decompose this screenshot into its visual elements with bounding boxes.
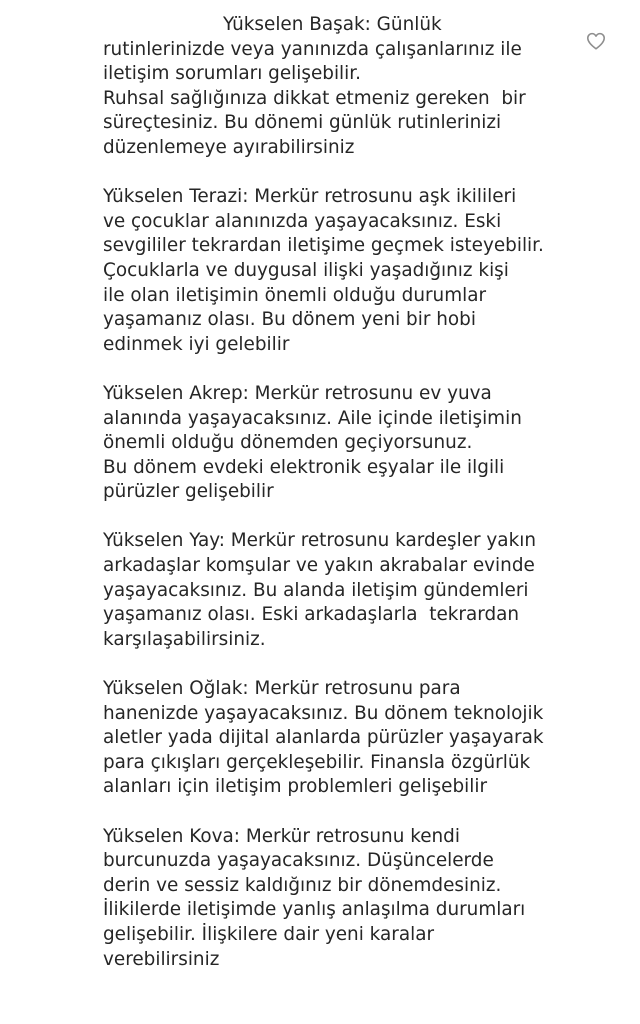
comment-line: Bu dönem evdeki elektronik eşyalar ile ilgili: [103, 456, 505, 478]
comment-line: yaşamanız olası. Bu dönem yeni bir hobi: [103, 309, 476, 331]
comment-line: Çocuklarla ve duygusal ilişki yaşadığınız kişi: [103, 259, 509, 281]
comment-line: ve çocuklar alanınızda yaşayacaksınız. Eski: [103, 210, 502, 232]
comment-line: hanenizde yaşayacaksınız. Bu dönem teknolojik: [103, 702, 544, 724]
comment-line: pürüzler gelişebilir: [103, 481, 274, 503]
comment-line: arkadaşlar komşular ve yakın akrabalar evinde: [103, 555, 535, 577]
comment-line: düzenlemeye ayırabilirsiniz: [103, 136, 355, 158]
comment-line: Yükselen Başak: Günlük: [223, 14, 442, 35]
paragraph-akrep: [103, 382, 583, 505]
comment-line: Yükselen Terazi: Merkür retrosunu aşk ikilileri: [103, 186, 517, 208]
comment-line: Yükselen Yay: Merkür retrosunu kardeşler yakın: [103, 530, 536, 552]
comment-line: yaşayacaksınız. Bu alanda iletişim gündemleri: [103, 579, 529, 601]
paragraph-kova: [103, 825, 583, 973]
comment-line: sevgililer tekrardan iletişime geçmek isteyebilir.: [103, 235, 544, 257]
paragraph-terazi: [103, 185, 583, 357]
comment-line: karşılaşabilirsiniz.: [103, 628, 266, 650]
comment-line: burcunuzda yaşayacaksınız. Düşüncelerde: [103, 850, 494, 872]
comment-line: alanında yaşayacaksınız. Aile içinde iletişimin: [103, 407, 522, 429]
like-button[interactable]: [586, 32, 606, 50]
comment-line: aletler yada dijital alanlarda pürüzler yaşayarak: [103, 727, 544, 749]
comment-line: Yükselen Oğlak: Merkür retrosunu para: [103, 678, 461, 700]
comment-line: önemli olduğu dönemden geçiyorsunuz.: [103, 432, 473, 454]
heart-outline-icon[interactable]: [586, 32, 606, 50]
comment-line: para çıkışları gerçekleşebilir. Finansla özgürlük: [103, 751, 531, 773]
comment-line: yaşamanız olası. Eski arkadaşlarla tekrardan: [103, 604, 520, 626]
paragraph-gap: [103, 800, 583, 825]
comment-line: iletişim sorumları gelişebilir.: [103, 63, 361, 85]
comment-line: süreçtesiniz. Bu dönemi günlük rutinlerinizi: [103, 112, 502, 134]
paragraph-gap: [103, 357, 583, 382]
comment-line: edinmek iyi gelebilir: [103, 333, 290, 355]
paragraph-gap: [103, 161, 583, 186]
paragraph-basak: [103, 13, 583, 161]
paragraph-gap: [103, 652, 583, 677]
comment-line: ile olan iletişimin önemli olduğu durumlar: [103, 284, 487, 306]
comment-line: Yükselen Akrep: Merkür retrosunu ev yuva: [103, 382, 492, 404]
comment-line: gelişebilir. İlişkilere dair yeni karalar: [103, 923, 435, 945]
comment-line: Yükselen Kova: Merkür retrosunu kendi: [103, 825, 460, 847]
comment-line: Ruhsal sağlığınıza dikkat etmeniz gereken bir: [103, 87, 526, 109]
comment-line: alanları için iletişim problemleri gelişebilir: [103, 776, 488, 798]
comment-line: rutinlerinizde veya yanınızda çalışanlarınız ile: [103, 38, 522, 60]
comment-line: İlikilerde iletişimde yanlış anlaşılma durumları: [103, 899, 526, 921]
comment-line: verebilirsiniz: [103, 948, 220, 970]
comment-text: [103, 13, 583, 972]
paragraph-oglak: [103, 677, 583, 800]
paragraph-gap: [103, 505, 583, 530]
comment-line: derin ve sessiz kaldığınız bir dönemdesiniz.: [103, 874, 502, 896]
paragraph-yay: [103, 529, 583, 652]
